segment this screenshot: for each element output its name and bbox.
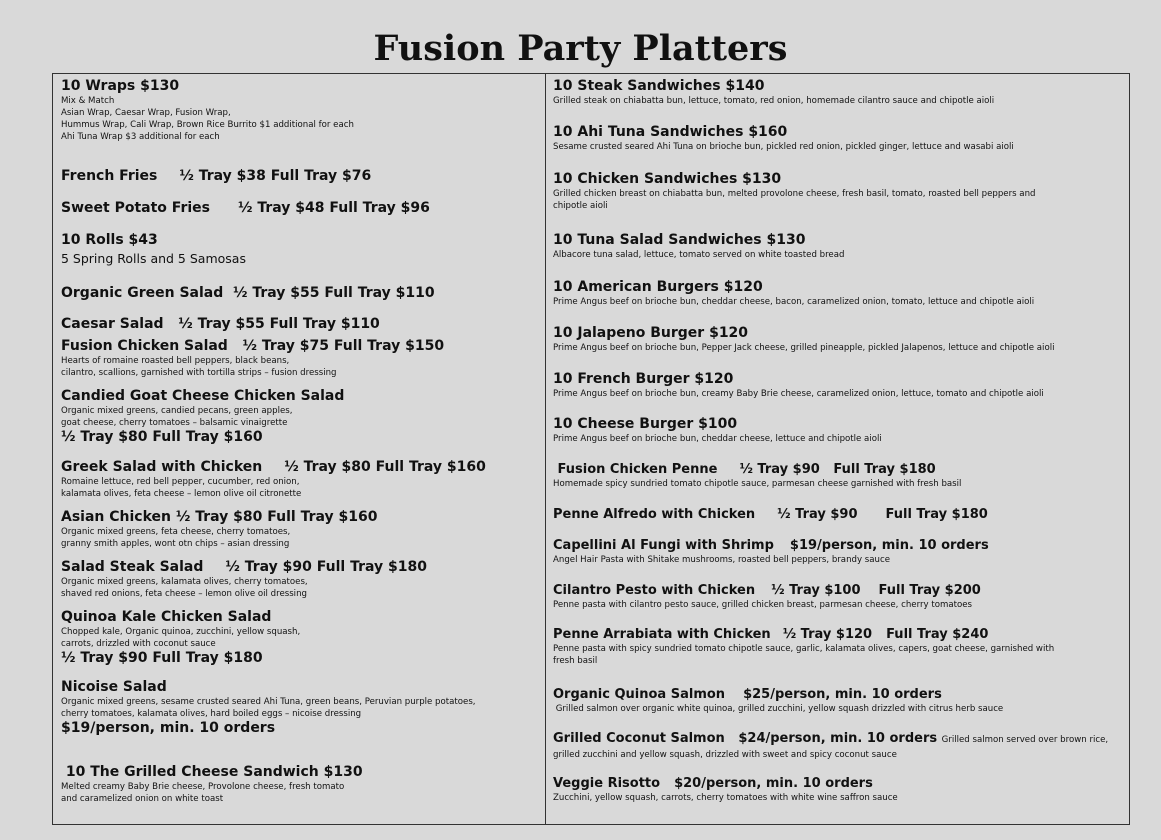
goat-salad-desc-2: goat cheese, cherry tomatoes – balsamic vinaigrette: [61, 418, 288, 428]
sweet-potato-name: Sweet Potato Fries: [61, 200, 210, 216]
french-burger-item: [553, 371, 1044, 400]
pesto-full-price: Full Tray $200: [878, 583, 981, 598]
american-burgers-item: [553, 279, 1034, 308]
chicken-sandwiches-title: 10 Chicken Sandwiches $130: [553, 171, 782, 187]
salad-steak-desc-1: Organic mixed greens, kalamata olives, cherry tomatoes,: [61, 577, 308, 587]
tuna-salad-sandwiches-item: [553, 232, 844, 261]
quinoa-kale-price: ½ Tray $90 Full Tray $180: [61, 650, 263, 666]
nicoise-desc-2: cherry tomatoes, kalamata olives, hard boiled eggs – nicoise dressing: [61, 709, 362, 719]
salad-steak-name: Salad Steak Salad: [61, 559, 204, 575]
greek-salad-price: ½ Tray $80 Full Tray $160: [284, 459, 486, 475]
french-fries-item: [61, 168, 371, 185]
quinoa-salmon-name: Organic Quinoa Salmon: [553, 687, 726, 702]
tuna-salad-desc: Albacore tuna salad, lettuce, tomato served on white toasted bread: [553, 250, 845, 260]
penne-arrabiata-item: [553, 626, 1054, 667]
grilled-cheese-item: [61, 764, 363, 805]
fusion-salad-desc-2: cilantro, scallions, garnished with tortilla strips – fusion dressing: [61, 368, 337, 378]
fusion-salad-desc-1: Hearts of romaine roasted bell peppers, black beans,: [61, 356, 290, 366]
wraps-title: 10 Wraps $130: [61, 78, 180, 94]
quinoa-kale-desc-2: carrots, drizzled with coconut sauce: [61, 639, 216, 649]
fusion-chicken-penne-item: [553, 461, 961, 490]
arrabiata-name: Penne Arrabiata with Chicken: [553, 627, 771, 642]
grilled-cheese-desc-1: Melted creamy Baby Brie cheese, Provolone cheese, fresh tomato: [61, 782, 345, 792]
jalapeno-burger-title: 10 Jalapeno Burger $120: [553, 325, 749, 341]
penne-half-price: ½ Tray $90: [739, 462, 820, 477]
nicoise-desc-1: Organic mixed greens, sesame crusted seared Ahi Tuna, green beans, Peruvian purple potatoes,: [61, 697, 476, 707]
pesto-desc: Penne pasta with cilantro pesto sauce, grilled chicken breast, parmesan cheese, cherry tomatoes: [553, 600, 972, 610]
capellini-item: [553, 537, 989, 566]
capellini-desc: Angel Hair Pasta with Shitake mushrooms, roasted bell peppers, brandy sauce: [553, 555, 890, 565]
risotto-price: $20/person, min. 10 orders: [674, 776, 873, 791]
jalapeno-burger-item: [553, 325, 1054, 354]
french-burger-desc: Prime Angus beef on brioche bun, creamy Baby Brie cheese, caramelized onion, lettuce, tomato and chipotle aioli: [553, 389, 1044, 399]
cilantro-pesto-item: [553, 582, 981, 611]
sweet-potato-price: ½ Tray $48 Full Tray $96: [237, 200, 430, 216]
caesar-name: Caesar Salad: [61, 316, 164, 332]
organic-quinoa-salmon-item: [553, 686, 1003, 715]
coconut-salmon-price: $24/person, min. 10 orders: [738, 731, 938, 746]
caesar-price: ½ Tray $55 Full Tray $110: [178, 316, 380, 332]
arrabiata-desc-2: fresh basil: [553, 656, 598, 666]
alfredo-half-price: ½ Tray $90: [777, 507, 858, 522]
fusion-chicken-salad-item: [61, 338, 444, 379]
arrabiata-desc-1: Penne pasta with spicy sundried tomato chipotle sauce, garlic, kalamata olives, capers, goat cheese, garnished with: [553, 644, 1055, 654]
asian-chicken-desc-1: Organic mixed greens, feta cheese, cherry tomatoes,: [61, 527, 291, 537]
american-burgers-desc: Prime Angus beef on brioche bun, cheddar cheese, bacon, caramelized onion, tomato, lettuce and chipotle aioli: [553, 297, 1035, 307]
penne-alfredo-item: [553, 506, 988, 523]
cheese-burger-title: 10 Cheese Burger $100: [553, 416, 738, 432]
french-fries-name: French Fries: [61, 168, 158, 184]
wraps-desc-2: Asian Wrap, Caesar Wrap, Fusion Wrap,: [61, 108, 231, 118]
rolls-title: 10 Rolls $43: [61, 232, 158, 248]
quinoa-salmon-price: $25/person, min. 10 orders: [743, 687, 942, 702]
chicken-sandwiches-item: [553, 171, 1035, 212]
nicoise-salad-item: [61, 679, 476, 737]
rolls-item: [61, 232, 246, 267]
steak-sandwiches-desc: Grilled steak on chiabatta bun, lettuce, tomato, red onion, homemade cilantro sauce and chipotle aioli: [553, 96, 995, 106]
pesto-half-price: ½ Tray $100: [771, 583, 861, 598]
quinoa-kale-name: Quinoa Kale Chicken Salad: [61, 609, 272, 625]
greek-salad-name: Greek Salad with Chicken: [61, 459, 263, 475]
steak-sandwiches-item: [553, 78, 994, 107]
ahi-tuna-desc: Sesame crusted seared Ahi Tuna on brioche bun, pickled red onion, pickled ginger, lettuce and wasabi aioli: [553, 142, 1014, 152]
coconut-salmon-desc: grilled zucchini and yellow squash, drizzled with sweet and spicy coconut sauce: [553, 750, 897, 760]
wraps-desc-4: Ahi Tuna Wrap $3 additional for each: [61, 132, 220, 142]
nicoise-price: $19/person, min. 10 orders: [61, 720, 276, 736]
salad-steak-item: [61, 559, 427, 600]
rolls-desc: 5 Spring Rolls and 5 Samosas: [61, 251, 246, 266]
nicoise-name: Nicoise Salad: [61, 679, 167, 695]
steak-sandwiches-title: 10 Steak Sandwiches $140: [553, 78, 765, 94]
column-divider: [545, 74, 546, 824]
french-burger-title: 10 French Burger $120: [553, 371, 734, 387]
wraps-item: [61, 78, 354, 143]
penne-name: Fusion Chicken Penne: [553, 462, 718, 477]
goat-salad-price: ½ Tray $80 Full Tray $160: [61, 429, 263, 445]
greek-salad-desc-1: Romaine lettuce, red bell pepper, cucumber, red onion,: [61, 477, 300, 487]
wraps-desc-1: Mix & Match: [61, 96, 115, 106]
quinoa-salmon-desc: Grilled salmon over organic white quinoa, grilled zucchini, yellow squash drizzled with citrus herb sauce: [553, 704, 1004, 714]
organic-green-salad-item: [61, 285, 435, 302]
tuna-salad-title: 10 Tuna Salad Sandwiches $130: [553, 232, 806, 248]
menu-frame: [52, 73, 1130, 825]
cheese-burger-desc: Prime Angus beef on brioche bun, cheddar cheese, lettuce and chipotle aioli: [553, 434, 882, 444]
wraps-desc-3: Hummus Wrap, Cali Wrap, Brown Rice Burrito $1 additional for each: [61, 120, 354, 130]
asian-chicken-item: [61, 509, 377, 550]
organic-green-name: Organic Green Salad: [61, 285, 224, 301]
coconut-salmon-name: Grilled Coconut Salmon: [553, 731, 725, 746]
risotto-name: Veggie Risotto: [553, 776, 661, 791]
candied-goat-salad-item: [61, 388, 344, 446]
ahi-tuna-title: 10 Ahi Tuna Sandwiches $160: [553, 124, 788, 140]
salad-steak-desc-2: shaved red onions, feta cheese – lemon olive oil dressing: [61, 589, 307, 599]
pesto-name: Cilantro Pesto with Chicken: [553, 583, 756, 598]
asian-chicken-title: Asian Chicken ½ Tray $80 Full Tray $160: [61, 509, 378, 525]
capellini-price: $19/person, min. 10 orders: [789, 538, 989, 553]
fusion-salad-name: Fusion Chicken Salad: [61, 338, 228, 354]
alfredo-name: Penne Alfredo with Chicken: [553, 507, 756, 522]
caesar-salad-item: [61, 316, 380, 333]
french-fries-price: ½ Tray $38 Full Tray $76: [179, 168, 372, 184]
quinoa-kale-item: [61, 609, 300, 667]
quinoa-kale-desc-1: Chopped kale, Organic quinoa, zucchini, yellow squash,: [61, 627, 301, 637]
alfredo-full-price: Full Tray $180: [885, 507, 988, 522]
penne-desc: Homemade spicy sundried tomato chipotle sauce, parmesan cheese garnished with fresh basil: [553, 479, 962, 489]
arrabiata-half-price: ½ Tray $120: [782, 627, 873, 642]
penne-full-price: Full Tray $180: [833, 462, 936, 477]
chicken-sandwiches-desc-1: Grilled chicken breast on chiabatta bun, melted provolone cheese, fresh basil, tomato, roasted bell peppers and: [553, 189, 1036, 199]
cheese-burger-item: [553, 416, 882, 445]
salad-steak-price: ½ Tray $90 Full Tray $180: [225, 559, 427, 575]
greek-salad-desc-2: kalamata olives, feta cheese – lemon olive oil citronette: [61, 489, 302, 499]
grilled-cheese-title: 10 The Grilled Cheese Sandwich $130: [61, 764, 363, 780]
chicken-sandwiches-desc-2: chipotle aioli: [553, 201, 608, 211]
grilled-coconut-salmon-item: [553, 730, 1108, 761]
fusion-salad-price: ½ Tray $75 Full Tray $150: [242, 338, 445, 354]
capellini-name: Capellini Al Fungi with Shrimp: [553, 538, 774, 553]
grilled-cheese-desc-2: and caramelized onion on white toast: [61, 794, 224, 804]
arrabiata-full-price: Full Tray $240: [886, 627, 989, 642]
goat-salad-desc-1: Organic mixed greens, candied pecans, green apples,: [61, 406, 293, 416]
goat-salad-name: Candied Goat Cheese Chicken Salad: [61, 388, 345, 404]
greek-salad-item: [61, 459, 486, 500]
asian-chicken-desc-2: granny smith apples, wont otn chips – asian dressing: [61, 539, 290, 549]
organic-green-price: ½ Tray $55 Full Tray $110: [233, 285, 435, 301]
coconut-salmon-inline-desc: Grilled salmon served over brown rice,: [941, 735, 1109, 745]
risotto-desc: Zucchini, yellow squash, carrots, cherry tomatoes with white wine saffron sauce: [553, 793, 898, 803]
sweet-potato-fries-item: [61, 200, 430, 217]
american-burgers-title: 10 American Burgers $120: [553, 279, 763, 295]
jalapeno-burger-desc: Prime Angus beef on brioche bun, Pepper Jack cheese, grilled pineapple, pickled Jalapenos, lettuce and chipotle aioli: [553, 343, 1055, 353]
ahi-tuna-sandwiches-item: [553, 124, 1014, 153]
veggie-risotto-item: [553, 775, 898, 804]
menu-title: Fusion Party Platters: [373, 28, 788, 69]
